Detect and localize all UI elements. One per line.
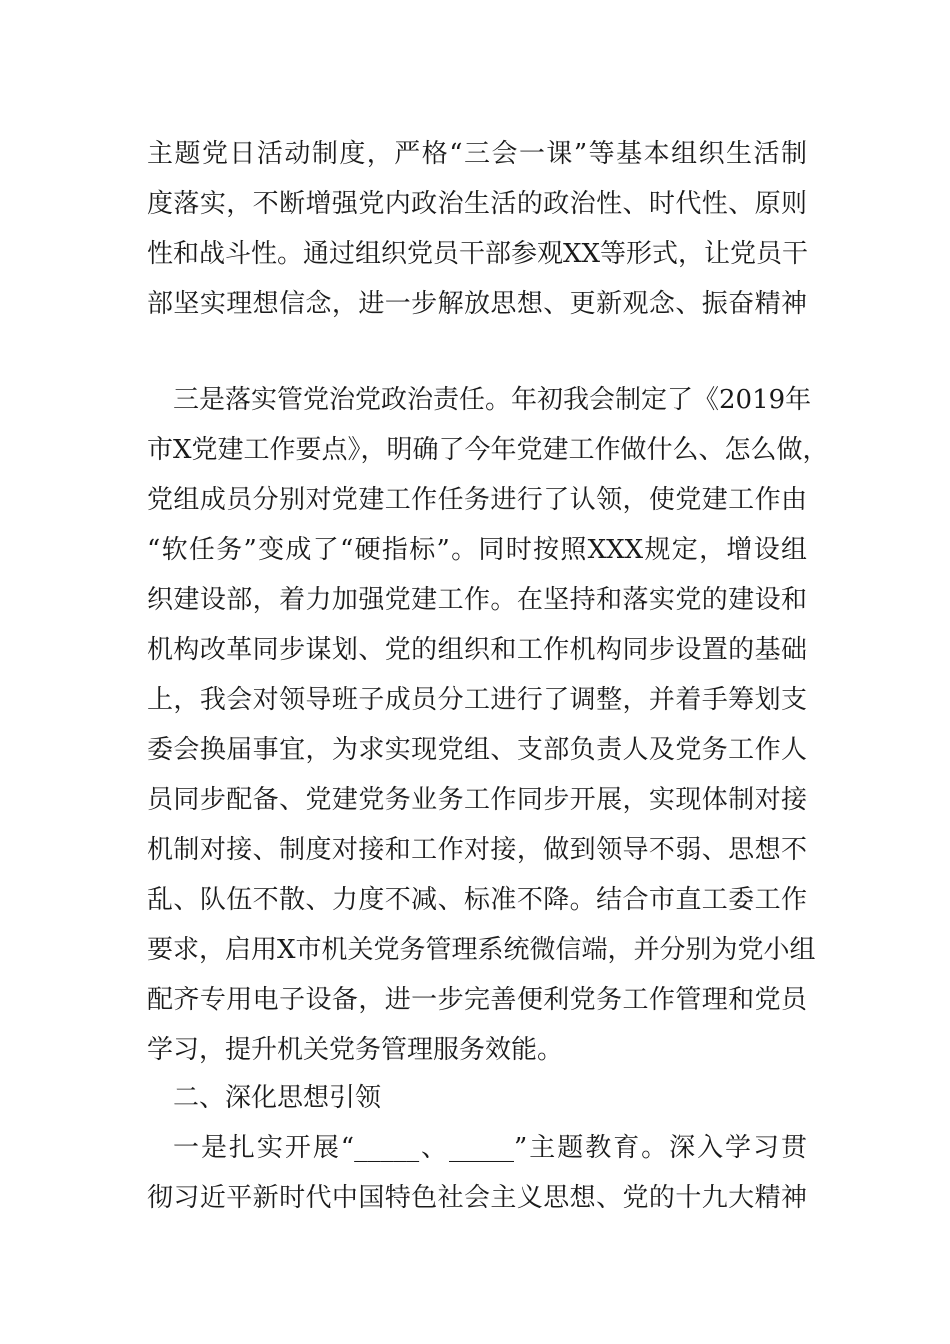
text-line: 性和战斗性。通过组织党员干部参观XX等形式，让党员干 bbox=[147, 239, 809, 269]
text-line: 委会换届事宜，为求实现党组、支部负责人及党务工作人 bbox=[147, 735, 807, 765]
text-line: 上，我会对领导班子成员分工进行了调整，并着手筹划支 bbox=[147, 685, 807, 715]
paragraph-start-line: 三是落实管党治党政治责任。年初我会制定了《2019年 bbox=[173, 385, 812, 415]
text-line: 党组成员分别对党建工作任务进行了认领，使党建工作由 bbox=[147, 485, 807, 515]
text-line: 乱、队伍不散、力度不减、标准不降。结合市直工委工作 bbox=[147, 885, 807, 915]
text-line: 员同步配备、党建党务业务工作同步开展，实现体制对接 bbox=[147, 785, 807, 815]
text-line-last: 学习，提升机关党务管理服务效能。 bbox=[147, 1035, 564, 1065]
text-line: 要求，启用X市机关党务管理系统微信端，并分别为党小组 bbox=[147, 935, 816, 965]
text-line: 部坚实理想信念，进一步解放思想、更新观念、振奋精神 bbox=[147, 289, 807, 319]
text-line: 主题党日活动制度，严格“三会一课”等基本组织生活制 bbox=[147, 139, 807, 169]
paragraph-start-line: 一是扎实开展“_____、_____”主题教育。深入学习贯 bbox=[173, 1133, 807, 1163]
text-line: 度落实，不断增强党内政治生活的政治性、时代性、原则 bbox=[147, 189, 807, 219]
text-line: 市X党建工作要点》，明确了今年党建工作做什么、怎么做， bbox=[147, 435, 829, 465]
text-line: “软任务”变成了“硬指标”。同时按照XXX规定，增设组 bbox=[147, 535, 807, 565]
text-line: 织建设部，着力加强党建工作。在坚持和落实党的建设和 bbox=[147, 585, 807, 615]
text-line: 机制对接、制度对接和工作对接，做到领导不弱、思想不 bbox=[147, 835, 807, 865]
text-line: 机构改革同步谋划、党的组织和工作机构同步设置的基础 bbox=[147, 635, 807, 665]
section-heading: 二、深化思想引领 bbox=[173, 1083, 382, 1113]
text-line: 配齐专用电子设备，进一步完善便利党务工作管理和党员 bbox=[147, 985, 807, 1015]
text-line: 彻习近平新时代中国特色社会主义思想、党的十九大精神 bbox=[147, 1183, 807, 1213]
